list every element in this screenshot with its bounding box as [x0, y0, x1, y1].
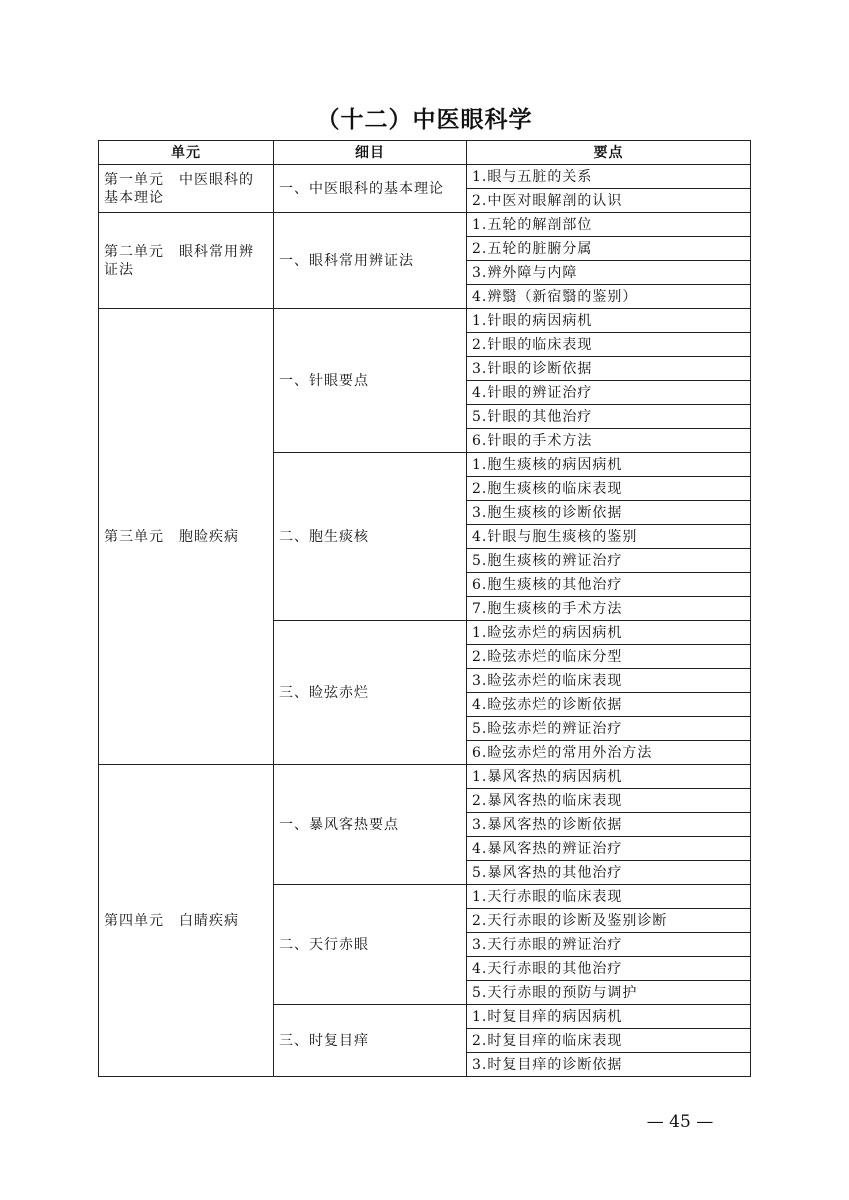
- point-cell: 1.胞生痰核的病因病机: [467, 453, 751, 477]
- unit-cell: 第四单元 白睛疾病: [99, 765, 274, 1077]
- point-cell: 4.针眼与胞生痰核的鉴别: [467, 525, 751, 549]
- item-cell: 一、针眼要点: [274, 309, 467, 453]
- unit-cell: 第二单元 眼科常用辨证法: [99, 213, 274, 309]
- unit-cell: 第一单元 中医眼科的基本理论: [99, 165, 274, 213]
- point-cell: 4.暴风客热的辨证治疗: [467, 837, 751, 861]
- point-cell: 2.睑弦赤烂的临床分型: [467, 645, 751, 669]
- point-cell: 5.暴风客热的其他治疗: [467, 861, 751, 885]
- point-cell: 2.五轮的脏腑分属: [467, 237, 751, 261]
- point-cell: 7.胞生痰核的手术方法: [467, 597, 751, 621]
- header-unit: 单元: [99, 141, 274, 165]
- point-cell: 5.胞生痰核的辨证治疗: [467, 549, 751, 573]
- point-cell: 1.天行赤眼的临床表现: [467, 885, 751, 909]
- point-cell: 6.睑弦赤烂的常用外治方法: [467, 741, 751, 765]
- point-cell: 1.时复目痒的病因病机: [467, 1005, 751, 1029]
- point-cell: 3.时复目痒的诊断依据: [467, 1053, 751, 1077]
- page-title: （十二）中医眼科学: [316, 107, 533, 133]
- point-cell: 2.时复目痒的临床表现: [467, 1029, 751, 1053]
- table-row: [99, 765, 751, 789]
- point-cell: 3.辨外障与内障: [467, 261, 751, 285]
- point-cell: 3.胞生痰核的诊断依据: [467, 501, 751, 525]
- point-cell: 5.针眼的其他治疗: [467, 405, 751, 429]
- point-cell: 2.针眼的临床表现: [467, 333, 751, 357]
- header-item: 细目: [274, 141, 467, 165]
- table-header-row: [99, 141, 751, 165]
- item-cell: 一、中医眼科的基本理论: [274, 165, 467, 213]
- table-body: [99, 165, 751, 1077]
- point-cell: 1.睑弦赤烂的病因病机: [467, 621, 751, 645]
- item-cell: 一、眼科常用辨证法: [274, 213, 467, 309]
- point-cell: 5.天行赤眼的预防与调护: [467, 981, 751, 1005]
- point-cell: 3.暴风客热的诊断依据: [467, 813, 751, 837]
- point-cell: 5.睑弦赤烂的辨证治疗: [467, 717, 751, 741]
- item-cell: 二、胞生痰核: [274, 453, 467, 621]
- point-cell: 1.五轮的解剖部位: [467, 213, 751, 237]
- item-cell: 三、睑弦赤烂: [274, 621, 467, 765]
- header-point: 要点: [467, 141, 751, 165]
- point-cell: 2.胞生痰核的临床表现: [467, 477, 751, 501]
- point-cell: 4.天行赤眼的其他治疗: [467, 957, 751, 981]
- page-number: — 45 —: [646, 1112, 714, 1132]
- unit-cell: 第三单元 胞睑疾病: [99, 309, 274, 765]
- point-cell: 6.针眼的手术方法: [467, 429, 751, 453]
- point-cell: 2.中医对眼解剖的认识: [467, 189, 751, 213]
- point-cell: 1.暴风客热的病因病机: [467, 765, 751, 789]
- point-cell: 4.辨翳（新宿翳的鉴别）: [467, 285, 751, 309]
- point-cell: 2.暴风客热的临床表现: [467, 789, 751, 813]
- point-cell: 2.天行赤眼的诊断及鉴别诊断: [467, 909, 751, 933]
- point-cell: 4.针眼的辨证治疗: [467, 381, 751, 405]
- table-row: [99, 213, 751, 237]
- point-cell: 3.针眼的诊断依据: [467, 357, 751, 381]
- point-cell: 3.睑弦赤烂的临床表现: [467, 669, 751, 693]
- item-cell: 二、天行赤眼: [274, 885, 467, 1005]
- point-cell: 1.针眼的病因病机: [467, 309, 751, 333]
- table-row: [99, 165, 751, 189]
- point-cell: 6.胞生痰核的其他治疗: [467, 573, 751, 597]
- point-cell: 1.眼与五脏的关系: [467, 165, 751, 189]
- point-cell: 3.天行赤眼的辨证治疗: [467, 933, 751, 957]
- point-cell: 4.睑弦赤烂的诊断依据: [467, 693, 751, 717]
- table-row: [99, 309, 751, 333]
- item-cell: 三、时复目痒: [274, 1005, 467, 1077]
- item-cell: 一、暴风客热要点: [274, 765, 467, 885]
- syllabus-table: [98, 140, 751, 1077]
